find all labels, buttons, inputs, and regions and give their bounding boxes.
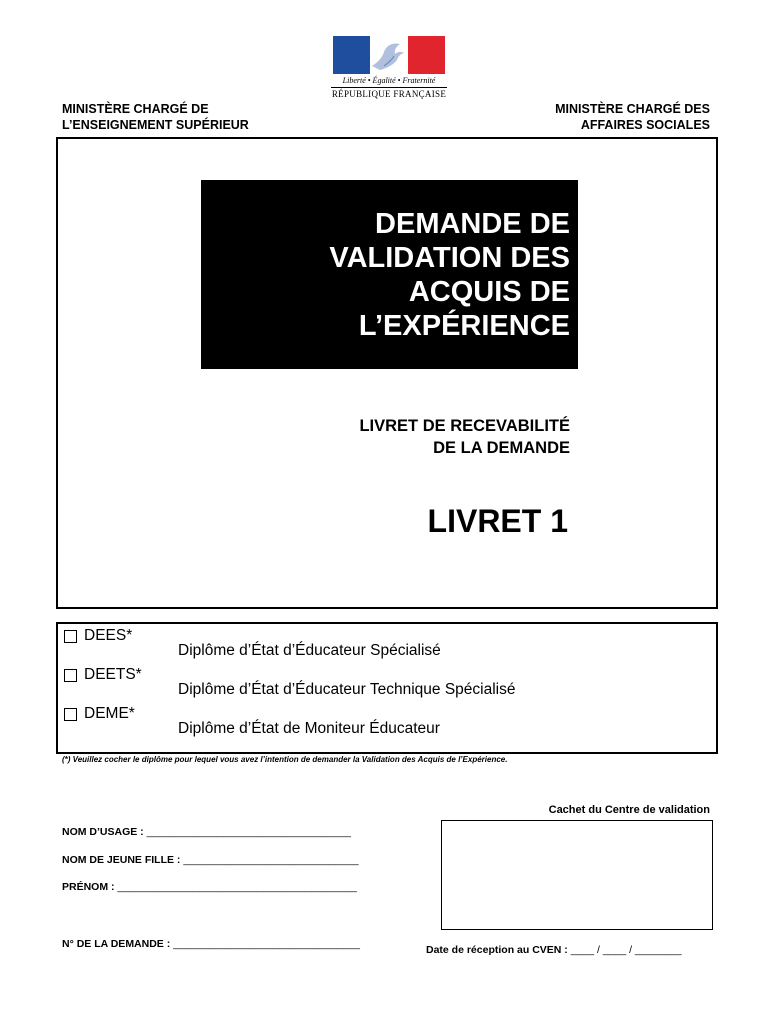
ministry-left bbox=[62, 101, 249, 133]
date-reception-label: Date de réception au CVEN : bbox=[426, 944, 571, 956]
date-reception bbox=[426, 944, 682, 956]
title-line-2: VALIDATION DES bbox=[329, 242, 570, 274]
diploma-selection-box bbox=[56, 622, 718, 754]
title-line-1: DEMANDE DE bbox=[375, 208, 570, 240]
dees-label: Diplôme d’État d’Éducateur Spécialisé bbox=[178, 642, 441, 659]
ministry-right-line-1: MINISTÈRE CHARGÉ DES bbox=[555, 102, 710, 116]
field-numero-demande bbox=[62, 938, 360, 950]
title-block bbox=[201, 180, 578, 369]
deets-checkbox[interactable] bbox=[64, 669, 77, 682]
ministry-left-line-2: L’ENSEIGNEMENT SUPÉRIEUR bbox=[62, 118, 249, 132]
diploma-note: (*) Veuillez cocher le diplôme pour lequel vous avez l’intention de demander la Validation des Acquis de l’Expérience. bbox=[62, 755, 508, 764]
title-line-3: ACQUIS DE bbox=[408, 276, 570, 308]
logo-motto: Liberté • Égalité • Fraternité bbox=[342, 76, 436, 85]
field-nom-jeune-fille bbox=[62, 854, 359, 866]
subtitle bbox=[359, 415, 570, 459]
republique-francaise-logo bbox=[331, 36, 447, 102]
diploma-option-deme bbox=[64, 705, 135, 723]
ministry-left-line-1: MINISTÈRE CHARGÉ DE bbox=[62, 102, 209, 116]
nom-jeune-fille-input[interactable]: ______________________________ bbox=[183, 854, 359, 866]
flag-red-band bbox=[408, 36, 445, 74]
livret-number: LIVRET 1 bbox=[427, 503, 568, 539]
ministry-right bbox=[555, 101, 710, 133]
field-prenom bbox=[62, 881, 357, 893]
cachet-label: Cachet du Centre de validation bbox=[548, 804, 710, 816]
flag-white-band bbox=[370, 36, 408, 74]
prenom-label: PRÉNOM : bbox=[62, 881, 118, 893]
deets-code: DEETS* bbox=[84, 666, 142, 683]
ministry-right-line-2: AFFAIRES SOCIALES bbox=[580, 118, 710, 132]
dees-code: DEES* bbox=[84, 627, 133, 644]
deets-label: Diplôme d’État d’Éducateur Technique Spécialisé bbox=[178, 681, 516, 698]
tricolor-flag-icon bbox=[333, 36, 445, 74]
nom-usage-label: NOM D’USAGE : bbox=[62, 826, 147, 838]
date-reception-input[interactable]: ____ / ____ / ________ bbox=[570, 944, 682, 956]
nom-usage-input[interactable]: ___________________________________ bbox=[146, 826, 351, 838]
subtitle-line-1: LIVRET DE RECEVABILITÉ bbox=[359, 417, 570, 435]
deme-checkbox[interactable] bbox=[64, 708, 77, 721]
field-nom-usage bbox=[62, 826, 351, 838]
prenom-input[interactable]: _________________________________________ bbox=[117, 881, 357, 893]
logo-republique-francaise: RÉPUBLIQUE FRANÇAISE bbox=[331, 89, 447, 99]
diploma-option-dees bbox=[64, 627, 132, 645]
dees-checkbox[interactable] bbox=[64, 630, 77, 643]
deme-label: Diplôme d’État de Moniteur Éducateur bbox=[178, 720, 440, 737]
numero-demande-label: N° DE LA DEMANDE : bbox=[62, 938, 174, 950]
cachet-stamp-area bbox=[441, 820, 713, 930]
title-line-4: L’EXPÉRIENCE bbox=[358, 310, 570, 342]
marianne-profile-icon bbox=[370, 36, 408, 74]
flag-blue-band bbox=[333, 36, 370, 74]
diploma-option-deets bbox=[64, 666, 142, 684]
numero-demande-input[interactable]: ________________________________ bbox=[173, 938, 361, 950]
deme-code: DEME* bbox=[84, 705, 135, 722]
nom-jeune-fille-label: NOM DE JEUNE FILLE : bbox=[62, 854, 184, 866]
subtitle-line-2: DE LA DEMANDE bbox=[433, 439, 570, 457]
